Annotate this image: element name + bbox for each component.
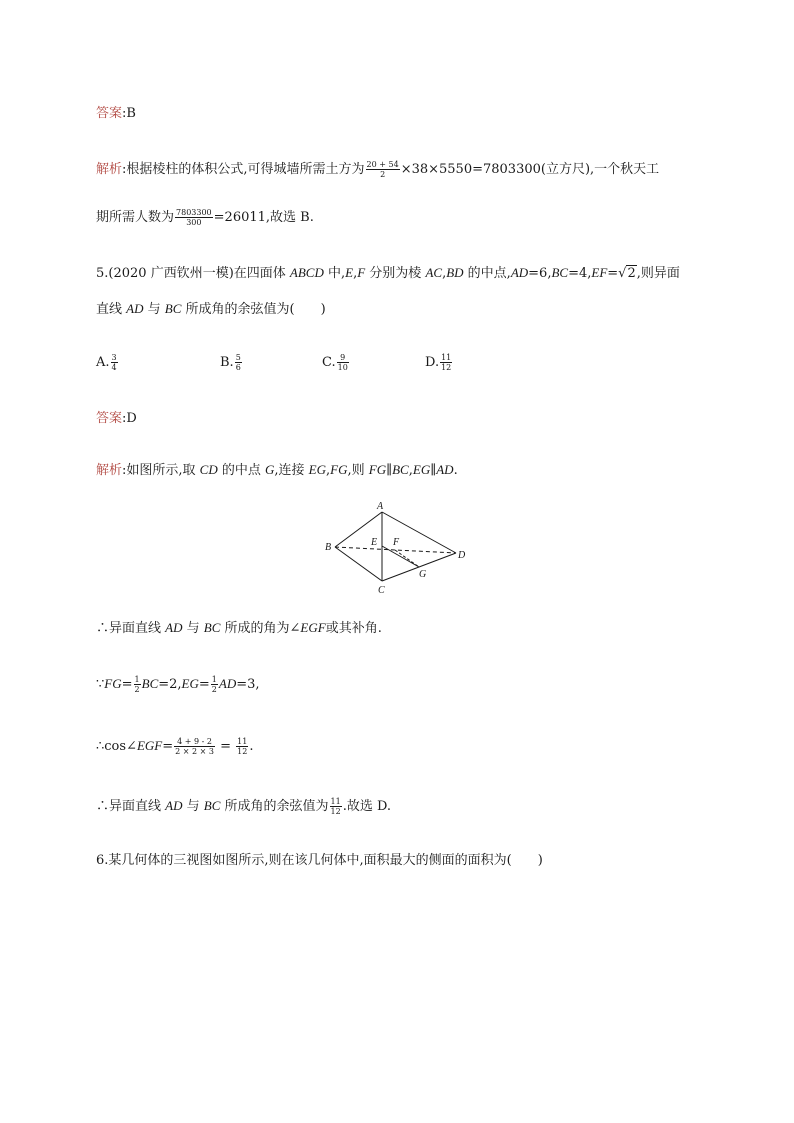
analysis-var: G	[265, 462, 275, 477]
q4-analysis-line2	[96, 208, 314, 228]
option-label: B.	[220, 355, 234, 370]
q5-step1	[96, 618, 382, 639]
stem-text: ,则异面	[636, 266, 680, 281]
fraction-numerator: 11	[237, 737, 248, 746]
fraction-denominator: 2	[134, 685, 140, 694]
answer-label: 答案	[96, 106, 123, 121]
fraction	[211, 675, 218, 694]
analysis-text: ,则	[347, 463, 369, 478]
stem-var: AD	[126, 301, 144, 316]
step-var: FG	[104, 676, 122, 691]
fraction	[111, 353, 118, 372]
analysis-var: CD	[199, 462, 218, 477]
stem-var: F	[357, 265, 366, 280]
fraction-numerator: 1	[211, 675, 217, 684]
analysis-var: FG	[330, 462, 348, 477]
stem-text: ,	[353, 266, 358, 281]
step-var: BC	[203, 620, 221, 635]
step-var: AD	[165, 798, 183, 813]
fraction	[330, 797, 342, 816]
analysis-text: 期所需人数为	[96, 210, 175, 225]
stem-text: =4,	[568, 266, 592, 281]
answer-label: 答案	[96, 411, 123, 426]
q6-stem	[96, 851, 543, 871]
stem-var: EF	[591, 265, 608, 280]
fraction-numerator: 11	[330, 797, 341, 806]
option-label: A.	[96, 355, 110, 370]
step-text: =2,	[158, 677, 182, 692]
fraction-numerator: 11	[441, 353, 452, 362]
step-text: 所成角的余弦值为	[220, 799, 329, 814]
analysis-text: :如图所示,取	[122, 463, 200, 478]
point-g-label: G	[419, 569, 427, 580]
step-text: .故选 D.	[342, 799, 392, 814]
fraction-numerator: 7803300	[176, 208, 212, 217]
step-text: 所成的角为∠	[220, 621, 301, 636]
step-var: BC	[141, 676, 159, 691]
step-text: 与	[182, 621, 204, 636]
stem-text: 的中点,	[463, 266, 511, 281]
stem-var: AD	[510, 265, 529, 280]
stem-var: AC	[425, 265, 443, 280]
fraction-numerator: 4 + 9 - 2	[174, 737, 215, 747]
fraction-denominator: 12	[237, 747, 248, 756]
option-label: C.	[322, 355, 336, 370]
q5-step4	[96, 796, 391, 817]
analysis-text: ,	[408, 463, 413, 478]
analysis-var: BC	[392, 462, 409, 477]
fraction	[236, 737, 248, 756]
fraction	[440, 353, 452, 372]
step-var: AD	[165, 620, 183, 635]
step-text: .	[249, 739, 254, 754]
fraction-denominator: 12	[330, 807, 341, 816]
stem-text: 所成角的余弦值为( )	[181, 302, 326, 317]
option-d[interactable]	[425, 353, 453, 372]
answer-value: :D	[122, 411, 137, 426]
analysis-text: ×38×5550=7803300(立方尺),一个秋天工	[400, 162, 660, 177]
step-var: EGF	[300, 620, 326, 635]
stem-var: BC	[164, 301, 182, 316]
stem-var: BC	[551, 265, 569, 280]
step-text: ∴异面直线	[96, 799, 166, 814]
analysis-text: :根据棱柱的体积公式,可得城墙所需土方为	[122, 162, 365, 177]
analysis-text: ,	[326, 463, 331, 478]
option-b[interactable]	[220, 353, 243, 372]
vertex-d-label: D	[458, 550, 466, 561]
analysis-text: ∥	[386, 463, 393, 478]
q5-stem-line2	[96, 299, 326, 320]
fraction-denominator: 2 × 2 × 3	[175, 747, 214, 756]
q5-stem-line1	[96, 263, 680, 284]
analysis-label: 解析	[96, 463, 123, 478]
edge-bc	[335, 547, 382, 581]
stem-text: 与	[143, 302, 165, 317]
fraction	[337, 353, 349, 372]
point-f-label: F	[393, 537, 400, 548]
fraction-numerator: 5	[235, 353, 241, 362]
step-var: AD	[218, 676, 237, 691]
analysis-var: EG	[308, 462, 326, 477]
sqrt-radicand: 2	[627, 266, 636, 281]
fraction	[235, 353, 242, 372]
answer-value: :B	[122, 106, 136, 121]
option-c[interactable]	[322, 353, 350, 372]
fraction-numerator: 1	[134, 675, 140, 684]
fraction-denominator: 10	[337, 363, 348, 372]
step-text: ∵	[96, 677, 105, 692]
q5-answer	[96, 409, 137, 429]
analysis-var: EG	[412, 462, 431, 477]
step-text: ∴异面直线	[96, 621, 166, 636]
step-text: ∴cos∠	[96, 739, 137, 754]
step-var: EG	[181, 676, 199, 691]
stem-text: =	[607, 266, 619, 281]
analysis-var: AD	[436, 462, 454, 477]
step-text: =	[198, 677, 210, 692]
fraction-denominator: 4	[111, 363, 117, 372]
analysis-text: ∥	[430, 463, 437, 478]
fraction-numerator: 20 + 54	[366, 160, 399, 169]
fraction	[174, 737, 215, 756]
stem-text: ,	[442, 266, 447, 281]
stem-text: 5.(2020 广西钦州一模)在四面体	[96, 266, 290, 281]
stem-var: E	[345, 265, 354, 280]
q4-analysis-line1	[96, 160, 659, 180]
step-text: 与	[182, 799, 204, 814]
q5-step2	[96, 674, 260, 695]
step-text: =	[121, 677, 133, 692]
step-var: EGF	[136, 738, 163, 753]
step-text: =	[216, 739, 236, 754]
fraction-denominator: 6	[235, 363, 241, 372]
sqrt-sign: √	[618, 266, 627, 281]
fraction-denominator: 300	[186, 218, 202, 227]
fraction	[366, 160, 400, 179]
fraction-numerator: 3	[111, 353, 117, 362]
fraction-numerator: 9	[337, 353, 349, 363]
fraction-denominator: 12	[441, 363, 452, 372]
sqrt	[618, 264, 637, 284]
option-a[interactable]	[96, 353, 119, 372]
analysis-text: .	[453, 463, 458, 478]
fraction	[134, 675, 141, 694]
analysis-label: 解析	[96, 162, 123, 177]
segment-eg	[382, 546, 419, 567]
step-var: BC	[203, 798, 221, 813]
tetrahedron-figure	[320, 498, 470, 596]
stem-var: ABCD	[289, 265, 324, 280]
stem-var: BD	[446, 265, 464, 280]
option-label: D.	[425, 355, 440, 370]
fraction-denominator: 2	[380, 170, 386, 179]
stem-text: =6,	[528, 266, 552, 281]
fraction	[175, 208, 213, 227]
step-text: =	[162, 739, 174, 754]
analysis-text: =26011,故选 B.	[213, 210, 314, 225]
q5-analysis-line	[96, 460, 458, 481]
point-e-label: E	[371, 537, 378, 548]
vertex-c-label: C	[378, 585, 385, 596]
fraction-denominator: 2	[211, 685, 217, 694]
step-text: 或其补角.	[325, 621, 382, 636]
stem-text: 分别为棱	[365, 266, 426, 281]
analysis-text: ,连接	[274, 463, 309, 478]
analysis-var: FG	[368, 462, 387, 477]
q4-answer	[96, 104, 136, 124]
vertex-b-label: B	[325, 542, 332, 553]
stem-text: 直线	[96, 302, 127, 317]
stem-text: 中,	[323, 266, 346, 281]
vertex-a-label: A	[377, 501, 384, 512]
step-text: =3,	[236, 677, 260, 692]
q5-step3	[96, 736, 254, 757]
stem-text: 6.某几何体的三视图如图所示,则在该几何体中,面积最大的侧面的面积为( )	[96, 853, 543, 868]
analysis-text: 的中点	[217, 463, 265, 478]
